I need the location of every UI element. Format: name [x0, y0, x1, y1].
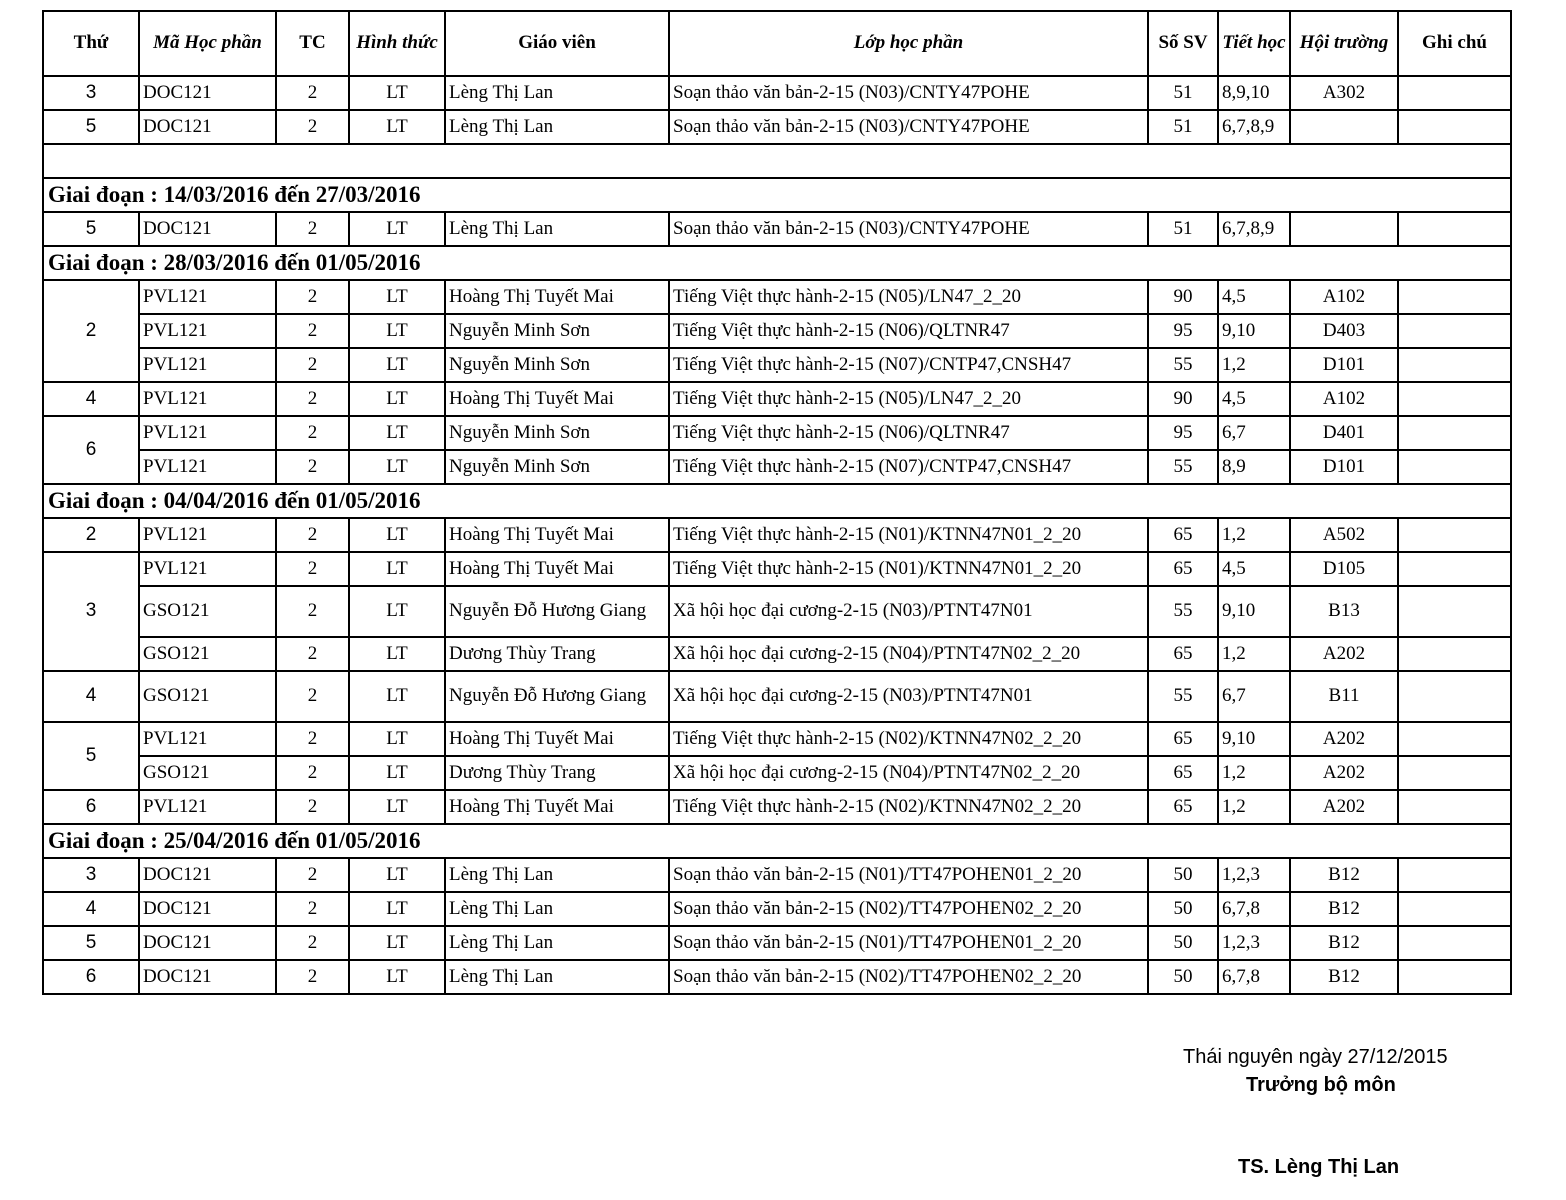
cell-tc: 2 [276, 892, 349, 926]
cell-so-sv: 65 [1148, 552, 1218, 586]
cell-ghi-chu [1398, 960, 1511, 994]
cell-so-sv: 65 [1148, 637, 1218, 671]
cell-giao-vien: Lèng Thị Lan [445, 926, 669, 960]
table-row [43, 212, 1511, 246]
cell-tc: 2 [276, 671, 349, 722]
cell-ma-hoc-phan: PVL121 [139, 552, 276, 586]
cell-tc: 2 [276, 450, 349, 484]
cell-tc: 2 [276, 518, 349, 552]
cell-thu: 3 [43, 76, 139, 110]
cell-tc: 2 [276, 756, 349, 790]
footer-role: Trưởng bộ môn [1246, 1074, 1396, 1096]
table-row [43, 76, 1511, 110]
phase-row [43, 246, 1511, 280]
cell-ma-hoc-phan: DOC121 [139, 960, 276, 994]
cell-hinh-thuc: LT [349, 314, 445, 348]
cell-giao-vien: Dương Thùy Trang [445, 756, 669, 790]
cell-hinh-thuc: LT [349, 637, 445, 671]
cell-so-sv: 95 [1148, 314, 1218, 348]
cell-lop-hoc-phan: Soạn thảo văn bản-2-15 (N02)/TT47POHEN02_2_20 [669, 892, 1148, 926]
cell-so-sv: 95 [1148, 416, 1218, 450]
cell-so-sv: 55 [1148, 348, 1218, 382]
table-row [43, 552, 1511, 586]
cell-tc: 2 [276, 552, 349, 586]
cell-giao-vien: Lèng Thị Lan [445, 110, 669, 144]
table-row [43, 671, 1511, 722]
cell-lop-hoc-phan: Soạn thảo văn bản-2-15 (N01)/TT47POHEN01_2_20 [669, 926, 1148, 960]
cell-tiet-hoc: 6,7,8,9 [1218, 110, 1290, 144]
cell-hoi-truong: D403 [1290, 314, 1398, 348]
cell-so-sv: 65 [1148, 518, 1218, 552]
cell-giao-vien: Hoàng Thị Tuyết Mai [445, 382, 669, 416]
cell-ma-hoc-phan: PVL121 [139, 450, 276, 484]
cell-lop-hoc-phan: Xã hội học đại cương-2-15 (N03)/PTNT47N01 [669, 671, 1148, 722]
cell-ma-hoc-phan: GSO121 [139, 756, 276, 790]
phase-row [43, 484, 1511, 518]
cell-ma-hoc-phan: PVL121 [139, 518, 276, 552]
cell-giao-vien: Hoàng Thị Tuyết Mai [445, 552, 669, 586]
cell-thu: 2 [43, 518, 139, 552]
cell-hinh-thuc: LT [349, 212, 445, 246]
cell-tiet-hoc: 1,2 [1218, 348, 1290, 382]
cell-hoi-truong: D101 [1290, 348, 1398, 382]
cell-giao-vien: Nguyễn Minh Sơn [445, 314, 669, 348]
cell-hoi-truong: A202 [1290, 790, 1398, 824]
footer-place-date: Thái nguyên ngày 27/12/2015 [1183, 1046, 1448, 1068]
phase-row [43, 178, 1511, 212]
cell-ma-hoc-phan: GSO121 [139, 671, 276, 722]
cell-lop-hoc-phan: Tiếng Việt thực hành-2-15 (N06)/QLTNR47 [669, 314, 1148, 348]
cell-hoi-truong: B12 [1290, 926, 1398, 960]
cell-tc: 2 [276, 637, 349, 671]
cell-hinh-thuc: LT [349, 858, 445, 892]
table-row [43, 110, 1511, 144]
cell-tc: 2 [276, 76, 349, 110]
table-row [43, 960, 1511, 994]
cell-ghi-chu [1398, 790, 1511, 824]
cell-ma-hoc-phan: DOC121 [139, 926, 276, 960]
header-lop-hoc-phan: Lớp học phần [669, 11, 1148, 76]
cell-so-sv: 55 [1148, 450, 1218, 484]
cell-lop-hoc-phan: Soạn thảo văn bản-2-15 (N03)/CNTY47POHE [669, 110, 1148, 144]
cell-tiet-hoc: 9,10 [1218, 586, 1290, 637]
cell-giao-vien: Nguyễn Đỗ Hương Giang [445, 586, 669, 637]
phase-label: Giai đoạn : 25/04/2016 đến 01/05/2016 [43, 824, 1511, 858]
cell-hinh-thuc: LT [349, 552, 445, 586]
cell-giao-vien: Hoàng Thị Tuyết Mai [445, 790, 669, 824]
cell-ghi-chu [1398, 518, 1511, 552]
cell-ma-hoc-phan: PVL121 [139, 722, 276, 756]
cell-giao-vien: Nguyễn Minh Sơn [445, 450, 669, 484]
cell-tc: 2 [276, 280, 349, 314]
cell-ma-hoc-phan: PVL121 [139, 790, 276, 824]
cell-ma-hoc-phan: GSO121 [139, 637, 276, 671]
cell-thu: 5 [43, 110, 139, 144]
table-row [43, 314, 1511, 348]
cell-lop-hoc-phan: Tiếng Việt thực hành-2-15 (N01)/KTNN47N01_2_20 [669, 518, 1148, 552]
cell-hinh-thuc: LT [349, 76, 445, 110]
cell-lop-hoc-phan: Tiếng Việt thực hành-2-15 (N02)/KTNN47N02_2_20 [669, 790, 1148, 824]
cell-tc: 2 [276, 926, 349, 960]
cell-so-sv: 65 [1148, 756, 1218, 790]
cell-thu: 4 [43, 671, 139, 722]
cell-thu: 4 [43, 382, 139, 416]
cell-tiet-hoc: 8,9,10 [1218, 76, 1290, 110]
cell-hoi-truong: B12 [1290, 858, 1398, 892]
table-row [43, 586, 1511, 637]
table-row [43, 518, 1511, 552]
cell-tiet-hoc: 4,5 [1218, 382, 1290, 416]
cell-hoi-truong: A302 [1290, 76, 1398, 110]
cell-ghi-chu [1398, 586, 1511, 637]
cell-ma-hoc-phan: PVL121 [139, 348, 276, 382]
cell-ma-hoc-phan: DOC121 [139, 892, 276, 926]
cell-thu: 3 [43, 858, 139, 892]
cell-ghi-chu [1398, 637, 1511, 671]
cell-thu: 6 [43, 960, 139, 994]
cell-ma-hoc-phan: PVL121 [139, 280, 276, 314]
cell-lop-hoc-phan: Soạn thảo văn bản-2-15 (N01)/TT47POHEN01_2_20 [669, 858, 1148, 892]
cell-ma-hoc-phan: DOC121 [139, 110, 276, 144]
cell-giao-vien: Lèng Thị Lan [445, 960, 669, 994]
cell-ma-hoc-phan: DOC121 [139, 76, 276, 110]
cell-hoi-truong: D401 [1290, 416, 1398, 450]
table-row [43, 892, 1511, 926]
table-row [43, 348, 1511, 382]
cell-tc: 2 [276, 790, 349, 824]
cell-tc: 2 [276, 722, 349, 756]
header-hinh-thuc: Hình thức [349, 11, 445, 76]
table-row [43, 722, 1511, 756]
cell-lop-hoc-phan: Tiếng Việt thực hành-2-15 (N07)/CNTP47,CNSH47 [669, 450, 1148, 484]
cell-hinh-thuc: LT [349, 756, 445, 790]
cell-tiet-hoc: 1,2 [1218, 637, 1290, 671]
cell-lop-hoc-phan: Tiếng Việt thực hành-2-15 (N01)/KTNN47N01_2_20 [669, 552, 1148, 586]
cell-so-sv: 50 [1148, 926, 1218, 960]
cell-tiet-hoc: 4,5 [1218, 552, 1290, 586]
cell-ghi-chu [1398, 212, 1511, 246]
cell-giao-vien: Lèng Thị Lan [445, 76, 669, 110]
cell-tiet-hoc: 6,7 [1218, 671, 1290, 722]
cell-giao-vien: Hoàng Thị Tuyết Mai [445, 280, 669, 314]
cell-so-sv: 65 [1148, 722, 1218, 756]
blank-cell [43, 144, 1511, 178]
cell-tiet-hoc: 6,7,8 [1218, 960, 1290, 994]
cell-lop-hoc-phan: Tiếng Việt thực hành-2-15 (N02)/KTNN47N02_2_20 [669, 722, 1148, 756]
cell-giao-vien: Dương Thùy Trang [445, 637, 669, 671]
cell-hoi-truong: A502 [1290, 518, 1398, 552]
cell-tiet-hoc: 6,7,8,9 [1218, 212, 1290, 246]
cell-thu: 5 [43, 926, 139, 960]
cell-so-sv: 90 [1148, 280, 1218, 314]
cell-tc: 2 [276, 416, 349, 450]
cell-so-sv: 50 [1148, 960, 1218, 994]
cell-hinh-thuc: LT [349, 382, 445, 416]
cell-so-sv: 65 [1148, 790, 1218, 824]
table-row [43, 280, 1511, 314]
cell-hoi-truong [1290, 212, 1398, 246]
cell-thu: 5 [43, 212, 139, 246]
schedule-table [42, 10, 1512, 995]
cell-hoi-truong: A102 [1290, 280, 1398, 314]
cell-ghi-chu [1398, 280, 1511, 314]
cell-tc: 2 [276, 858, 349, 892]
cell-tiet-hoc: 6,7,8 [1218, 892, 1290, 926]
cell-ghi-chu [1398, 314, 1511, 348]
cell-hinh-thuc: LT [349, 518, 445, 552]
cell-giao-vien: Nguyễn Đỗ Hương Giang [445, 671, 669, 722]
table-header-row [43, 11, 1511, 76]
table-row [43, 382, 1511, 416]
cell-tiet-hoc: 1,2 [1218, 790, 1290, 824]
footer-signer: TS. Lèng Thị Lan [1238, 1156, 1400, 1178]
cell-lop-hoc-phan: Xã hội học đại cương-2-15 (N04)/PTNT47N02_2_20 [669, 637, 1148, 671]
cell-lop-hoc-phan: Tiếng Việt thực hành-2-15 (N05)/LN47_2_20 [669, 382, 1148, 416]
cell-tiet-hoc: 9,10 [1218, 722, 1290, 756]
cell-tiet-hoc: 9,10 [1218, 314, 1290, 348]
cell-hinh-thuc: LT [349, 790, 445, 824]
cell-tiet-hoc: 1,2,3 [1218, 926, 1290, 960]
cell-hoi-truong: B12 [1290, 892, 1398, 926]
cell-ghi-chu [1398, 671, 1511, 722]
cell-hoi-truong: B13 [1290, 586, 1398, 637]
cell-tiet-hoc: 1,2 [1218, 756, 1290, 790]
phase-label: Giai đoạn : 04/04/2016 đến 01/05/2016 [43, 484, 1511, 518]
cell-tiet-hoc: 1,2 [1218, 518, 1290, 552]
cell-giao-vien: Hoàng Thị Tuyết Mai [445, 722, 669, 756]
cell-so-sv: 90 [1148, 382, 1218, 416]
header-giao-vien: Giáo viên [445, 11, 669, 76]
cell-hinh-thuc: LT [349, 960, 445, 994]
cell-ghi-chu [1398, 416, 1511, 450]
cell-tiet-hoc: 4,5 [1218, 280, 1290, 314]
cell-hinh-thuc: LT [349, 671, 445, 722]
header-tc: TC [276, 11, 349, 76]
cell-lop-hoc-phan: Xã hội học đại cương-2-15 (N03)/PTNT47N01 [669, 586, 1148, 637]
cell-hoi-truong: A202 [1290, 756, 1398, 790]
table-row [43, 790, 1511, 824]
phase-label: Giai đoạn : 14/03/2016 đến 27/03/2016 [43, 178, 1511, 212]
cell-giao-vien: Lèng Thị Lan [445, 858, 669, 892]
cell-so-sv: 51 [1148, 212, 1218, 246]
cell-tc: 2 [276, 382, 349, 416]
table-row [43, 416, 1511, 450]
cell-tc: 2 [276, 960, 349, 994]
cell-tc: 2 [276, 586, 349, 637]
cell-ma-hoc-phan: DOC121 [139, 858, 276, 892]
cell-tc: 2 [276, 212, 349, 246]
blank-row [43, 144, 1511, 178]
cell-tc: 2 [276, 314, 349, 348]
cell-giao-vien: Nguyễn Minh Sơn [445, 416, 669, 450]
cell-lop-hoc-phan: Soạn thảo văn bản-2-15 (N02)/TT47POHEN02_2_20 [669, 960, 1148, 994]
table-row [43, 637, 1511, 671]
cell-ma-hoc-phan: PVL121 [139, 416, 276, 450]
table-row [43, 858, 1511, 892]
cell-ma-hoc-phan: PVL121 [139, 382, 276, 416]
header-hoi-truong: Hội trường [1290, 11, 1398, 76]
cell-hinh-thuc: LT [349, 280, 445, 314]
cell-hinh-thuc: LT [349, 926, 445, 960]
cell-lop-hoc-phan: Soạn thảo văn bản-2-15 (N03)/CNTY47POHE [669, 76, 1148, 110]
cell-ghi-chu [1398, 552, 1511, 586]
cell-giao-vien: Lèng Thị Lan [445, 212, 669, 246]
cell-ghi-chu [1398, 76, 1511, 110]
cell-ma-hoc-phan: PVL121 [139, 314, 276, 348]
table-row [43, 926, 1511, 960]
cell-so-sv: 50 [1148, 892, 1218, 926]
cell-thu: 3 [43, 552, 139, 671]
cell-lop-hoc-phan: Tiếng Việt thực hành-2-15 (N06)/QLTNR47 [669, 416, 1148, 450]
cell-giao-vien: Nguyễn Minh Sơn [445, 348, 669, 382]
cell-thu: 5 [43, 722, 139, 790]
cell-hinh-thuc: LT [349, 586, 445, 637]
table-body [43, 76, 1511, 994]
cell-ma-hoc-phan: GSO121 [139, 586, 276, 637]
header-thu: Thứ [43, 11, 139, 76]
cell-so-sv: 51 [1148, 110, 1218, 144]
cell-lop-hoc-phan: Soạn thảo văn bản-2-15 (N03)/CNTY47POHE [669, 212, 1148, 246]
cell-hoi-truong: B12 [1290, 960, 1398, 994]
cell-ma-hoc-phan: DOC121 [139, 212, 276, 246]
cell-hoi-truong: A202 [1290, 722, 1398, 756]
phase-label: Giai đoạn : 28/03/2016 đến 01/05/2016 [43, 246, 1511, 280]
cell-ghi-chu [1398, 892, 1511, 926]
cell-ghi-chu [1398, 110, 1511, 144]
header-ghi-chu: Ghi chú [1398, 11, 1511, 76]
cell-so-sv: 50 [1148, 858, 1218, 892]
cell-hoi-truong [1290, 110, 1398, 144]
cell-hinh-thuc: LT [349, 722, 445, 756]
cell-giao-vien: Lèng Thị Lan [445, 892, 669, 926]
cell-hoi-truong: A202 [1290, 637, 1398, 671]
header-ma-hoc-phan: Mã Học phần [139, 11, 276, 76]
header-so-sv: Số SV [1148, 11, 1218, 76]
cell-tiet-hoc: 8,9 [1218, 450, 1290, 484]
cell-hinh-thuc: LT [349, 892, 445, 926]
cell-ghi-chu [1398, 722, 1511, 756]
cell-thu: 2 [43, 280, 139, 382]
cell-hoi-truong: A102 [1290, 382, 1398, 416]
cell-hoi-truong: D105 [1290, 552, 1398, 586]
cell-ghi-chu [1398, 858, 1511, 892]
cell-ghi-chu [1398, 756, 1511, 790]
cell-thu: 6 [43, 790, 139, 824]
cell-so-sv: 55 [1148, 586, 1218, 637]
phase-row [43, 824, 1511, 858]
cell-tc: 2 [276, 110, 349, 144]
cell-hinh-thuc: LT [349, 450, 445, 484]
cell-hinh-thuc: LT [349, 348, 445, 382]
cell-thu: 4 [43, 892, 139, 926]
table-row [43, 450, 1511, 484]
cell-lop-hoc-phan: Tiếng Việt thực hành-2-15 (N05)/LN47_2_20 [669, 280, 1148, 314]
cell-so-sv: 51 [1148, 76, 1218, 110]
cell-giao-vien: Hoàng Thị Tuyết Mai [445, 518, 669, 552]
cell-ghi-chu [1398, 382, 1511, 416]
cell-hoi-truong: B11 [1290, 671, 1398, 722]
cell-hinh-thuc: LT [349, 110, 445, 144]
cell-so-sv: 55 [1148, 671, 1218, 722]
cell-tiet-hoc: 6,7 [1218, 416, 1290, 450]
table-row [43, 756, 1511, 790]
cell-ghi-chu [1398, 926, 1511, 960]
cell-tc: 2 [276, 348, 349, 382]
header-tiet-hoc: Tiết học [1218, 11, 1290, 76]
cell-hinh-thuc: LT [349, 416, 445, 450]
cell-ghi-chu [1398, 348, 1511, 382]
cell-lop-hoc-phan: Xã hội học đại cương-2-15 (N04)/PTNT47N02_2_20 [669, 756, 1148, 790]
cell-lop-hoc-phan: Tiếng Việt thực hành-2-15 (N07)/CNTP47,CNSH47 [669, 348, 1148, 382]
cell-hoi-truong: D101 [1290, 450, 1398, 484]
cell-tiet-hoc: 1,2,3 [1218, 858, 1290, 892]
cell-thu: 6 [43, 416, 139, 484]
cell-ghi-chu [1398, 450, 1511, 484]
